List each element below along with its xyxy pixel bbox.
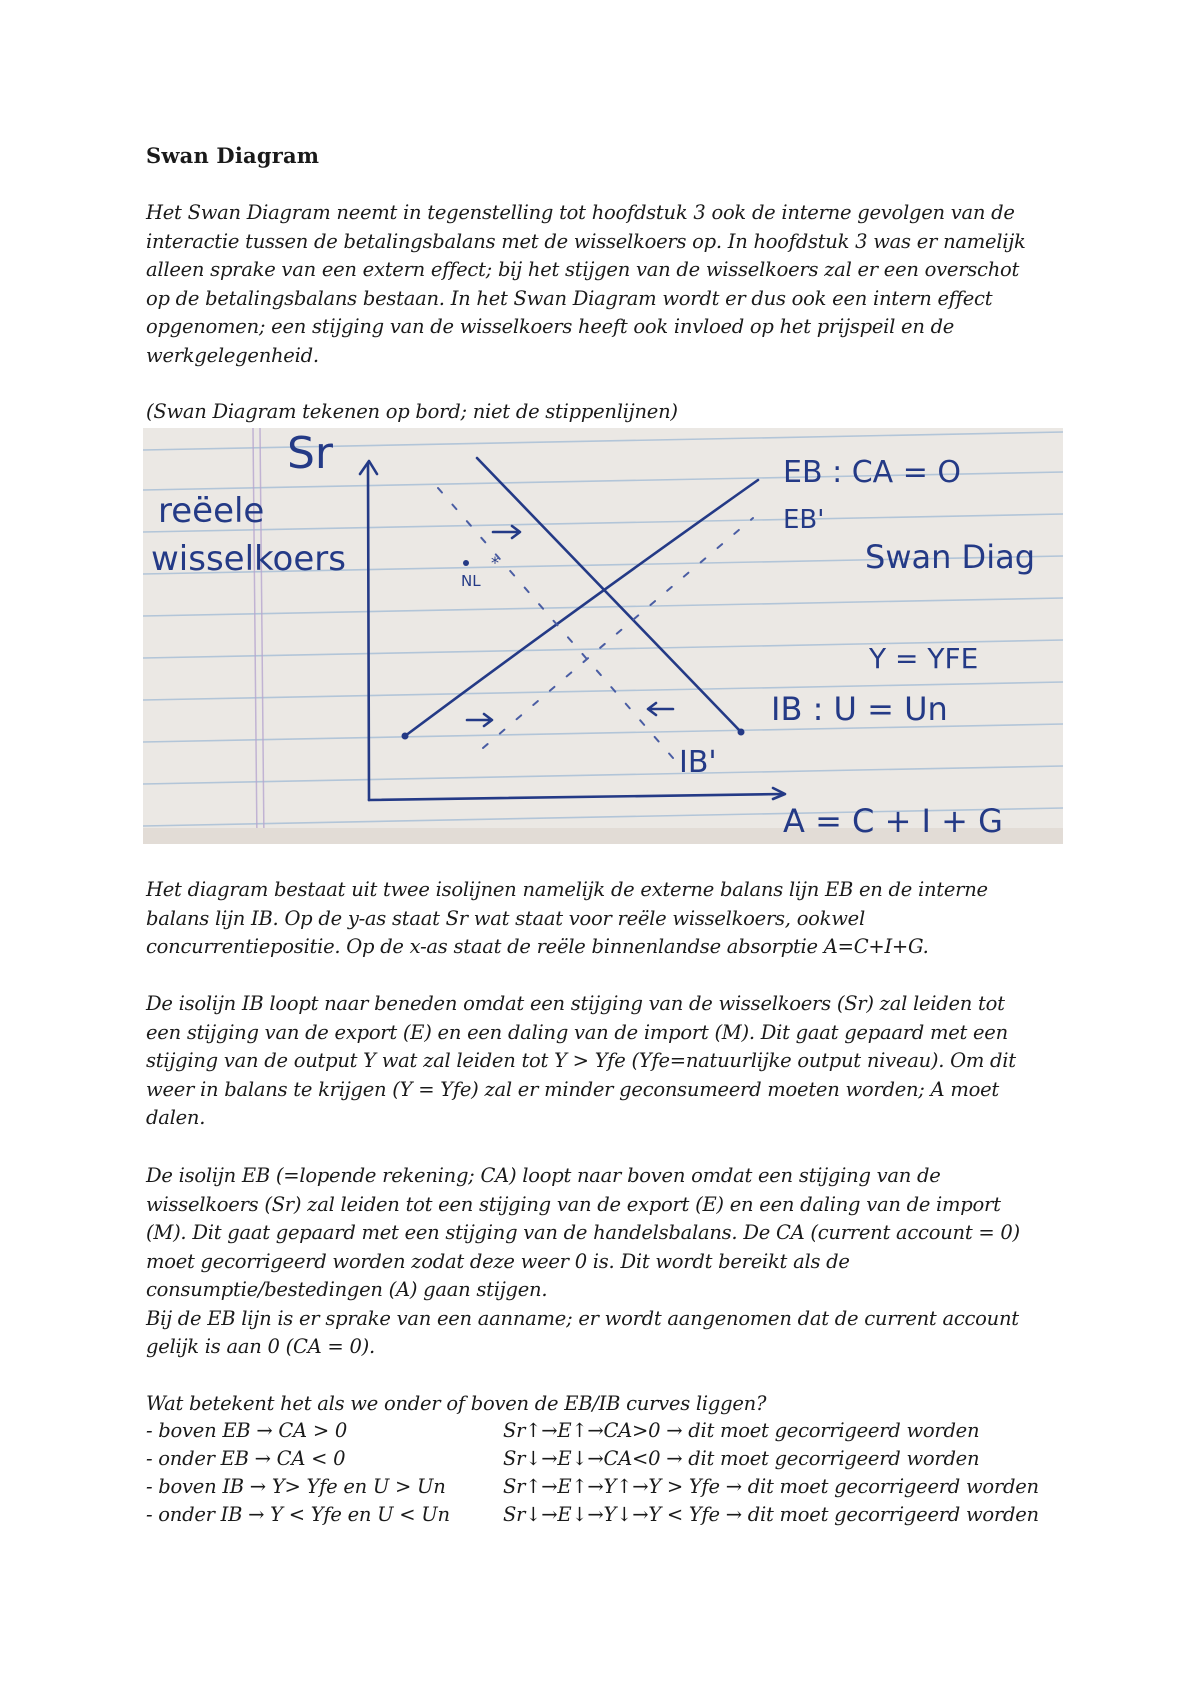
para4-line: consumptie/bestedingen (A) gaan stijgen. xyxy=(146,1278,548,1301)
para2-line: concurrentiepositie. Op de x-as staat de reële binnenlandse absorptie A=C+I+G. xyxy=(146,935,929,958)
list-item xyxy=(146,1503,1146,1531)
para4-line: De isolijn EB (=lopende rekening; CA) loopt naar boven omdat een stijging van de xyxy=(146,1164,941,1187)
eb-prime-label: EB' xyxy=(783,505,825,535)
intro-line: op de betalingsbalans bestaan. In het Swan Diagram wordt er dus ook een intern effect xyxy=(146,286,993,310)
list-item xyxy=(146,1447,1146,1475)
para2-line: Het diagram bestaat uit twee isolijnen namelijk de externe balans lijn EB en de interne xyxy=(146,878,988,901)
intro-line: werkgelegenheid. xyxy=(146,343,319,367)
nl-label: NL xyxy=(461,572,481,590)
y-axis-label-2: wisselkoers xyxy=(151,539,346,579)
para2-line: balans lijn IB. Op de y-as staat Sr wat staat voor reële wisselkoers, ookwel xyxy=(146,906,865,930)
para3-line: een stijging van de export (E) en een daling van de import (M). Dit gaat gepaard met een xyxy=(146,1020,1008,1044)
intro-line: alleen sprake van een extern effect; bij het stijgen van de wisselkoers zal er een overschot xyxy=(146,258,1020,281)
paragraph-3 xyxy=(146,990,1086,1133)
para4-line: gelijk is aan 0 (CA = 0). xyxy=(146,1335,375,1358)
list-item-condition: - boven EB → CA > 0 xyxy=(146,1419,348,1442)
paragraph-2 xyxy=(146,876,1086,962)
intro-line: interactie tussen de betalingsbalans met de wisselkoers op. In hoofdstuk 3 was er namelijk xyxy=(146,229,1026,253)
swan-diagram-photo xyxy=(143,428,1063,844)
para4-line: wisselkoers (Sr) zal leiden tot een stijging van de export (E) en een daling van de import xyxy=(146,1192,1001,1216)
yfe-label: Y = YFE xyxy=(869,642,979,675)
photo-caption-text: (Swan Diagram tekenen op bord; niet de stippenlijnen) xyxy=(146,400,678,423)
para3-line: weer in balans te krijgen (Y = Yfe) zal er minder geconsumeerd moeten worden; A moet xyxy=(146,1077,999,1101)
x-axis-label: A = C + I + G xyxy=(783,802,1003,840)
intro-line: Het Swan Diagram neemt in tegenstelling tot hoofdstuk 3 ook de interne gevolgen van de xyxy=(146,201,1015,224)
list-item-condition: - boven IB → Y> Yfe en U > Un xyxy=(146,1475,446,1498)
star-icon: * xyxy=(491,553,499,572)
list-item-explanation: Sr↑→E↑→CA>0 → dit moet gecorrigeerd worden xyxy=(503,1419,980,1442)
para4-line: (M). Dit gaat gepaard met een stijging van de handelsbalans. De CA (current account = 0) xyxy=(146,1221,1020,1244)
ib-prime-label: IB' xyxy=(679,745,717,780)
swan-title-label: Swan Diag xyxy=(865,538,1035,576)
para4-line: Bij de EB lijn is er sprake van een aanname; er wordt aangenomen dat de current account xyxy=(146,1306,1019,1330)
para3-line: stijging van de output Y wat zal leiden tot Y > Yfe (Yfe=natuurlijke output niveau). Om dit xyxy=(146,1049,1016,1072)
paragraph-4 xyxy=(146,1162,1086,1362)
question-line xyxy=(146,1390,1086,1419)
para4-line: moet gecorrigeerd worden zodat deze weer 0 is. Dit wordt bereikt als de xyxy=(146,1249,850,1273)
y-axis-symbol: Sr xyxy=(287,428,334,479)
y-axis-label-1: reëele xyxy=(158,491,265,531)
list-item xyxy=(146,1475,1146,1503)
list-item-condition: - onder EB → CA < 0 xyxy=(146,1447,346,1470)
list-item-explanation: Sr↓→E↓→Y↓→Y < Yfe → dit moet gecorrigeerd worden xyxy=(503,1503,1039,1526)
para3-line: dalen. xyxy=(146,1106,206,1129)
eb-label: EB : CA = O xyxy=(783,455,962,490)
photo-caption xyxy=(146,398,1086,427)
intro-line: opgenomen; een stijging van de wisselkoers heeft ook invloed op het prijspeil en de xyxy=(146,315,955,338)
list-item-explanation: Sr↑→E↑→Y↑→Y > Yfe → dit moet gecorrigeerd worden xyxy=(503,1475,1039,1498)
list-item-condition: - onder IB → Y < Yfe en U < Un xyxy=(146,1503,450,1526)
list-item-explanation: Sr↓→E↓→CA<0 → dit moet gecorrigeerd worden xyxy=(503,1447,980,1470)
question-text: Wat betekent het als we onder of boven de EB/IB curves liggen? xyxy=(146,1392,767,1415)
list-item xyxy=(146,1419,1146,1447)
intro-paragraph xyxy=(146,199,1086,370)
page-title: Swan Diagram xyxy=(146,143,320,168)
para3-line: De isolijn IB loopt naar beneden omdat een stijging van de wisselkoers (Sr) zal leiden tot xyxy=(146,992,1005,1015)
ib-label: IB : U = Un xyxy=(771,690,948,728)
